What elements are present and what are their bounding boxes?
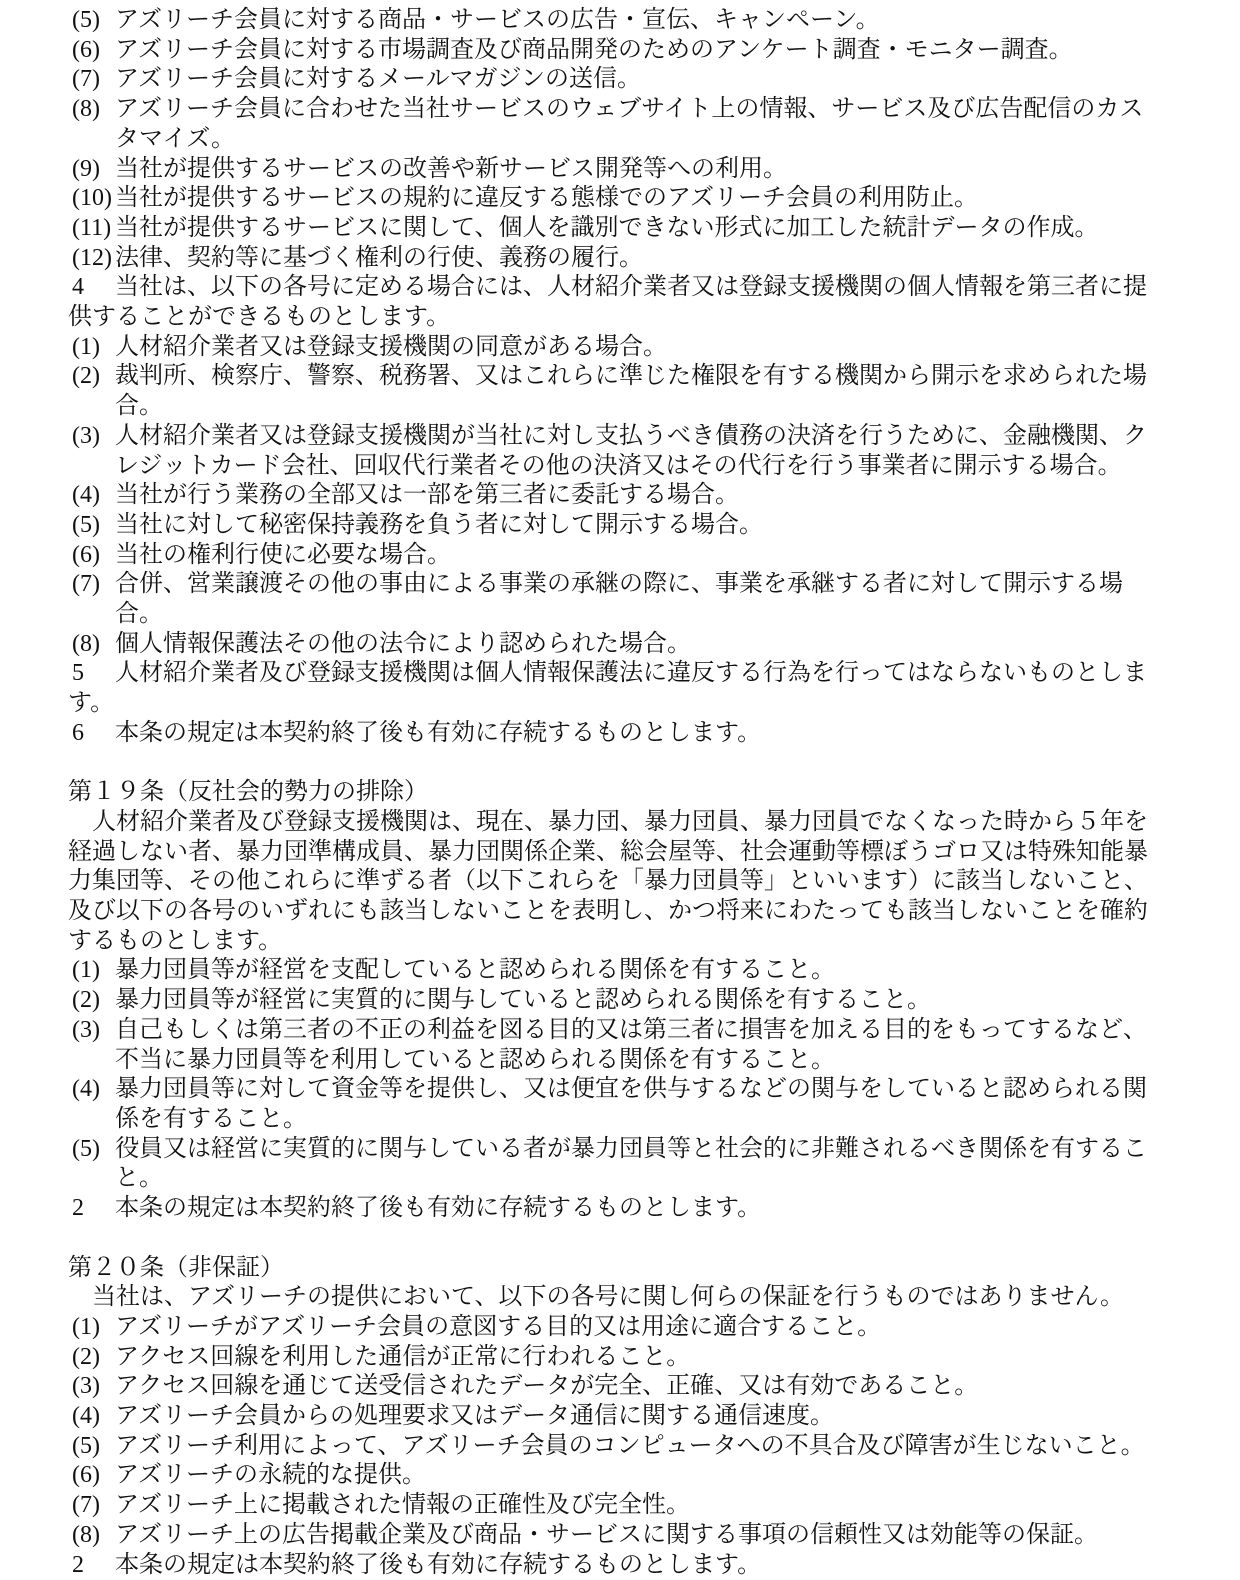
clause-text: 本条の規定は本契約終了後も有効に存続するものとします。	[115, 719, 762, 746]
clause-paragraph	[68, 659, 1165, 718]
item-marker: (9)	[72, 155, 100, 182]
list-item	[68, 1461, 1165, 1491]
blank-line	[68, 1224, 1165, 1254]
item-text: 暴力団員等が経営に実質的に関与していると認められる関係を有すること。	[115, 987, 931, 1014]
list-item	[68, 422, 1165, 481]
clause-paragraph	[68, 1194, 1165, 1224]
list-item	[68, 1372, 1165, 1402]
item-marker: (7)	[72, 66, 100, 93]
item-marker: (4)	[72, 1076, 100, 1103]
item-text: 当社が提供するサービスに関して、個人を識別できない形式に加工した統計データの作成。	[115, 214, 1099, 241]
list-item	[68, 1432, 1165, 1462]
item-marker: (5)	[72, 511, 100, 538]
clause-text: 本条の規定は本契約終了後も有効に存続するものとします。	[115, 1551, 762, 1578]
item-marker: (11)	[72, 214, 112, 241]
item-text: アズリーチ上の広告掲載企業及び商品・サービスに関する事項の信頼性又は効能等の保証。	[115, 1521, 1099, 1548]
item-marker: (2)	[72, 1343, 100, 1370]
item-marker: (5)	[72, 1135, 100, 1162]
item-marker: (3)	[72, 1373, 100, 1400]
item-text: アズリーチがアズリーチ会員の意図する目的又は用途に適合すること。	[115, 1313, 882, 1340]
item-text: アズリーチの永続的な提供。	[115, 1462, 427, 1489]
clause-paragraph	[68, 1551, 1165, 1580]
item-text: アズリーチ会員に対するメールマガジンの送信。	[115, 66, 641, 93]
item-text: 法律、契約等に基づく権利の行使、義務の履行。	[115, 244, 643, 271]
item-text: アクセス回線を通じて送受信されたデータが完全、正確、又は有効であること。	[115, 1373, 979, 1400]
item-marker: (7)	[72, 1492, 100, 1519]
item-marker: (12)	[72, 244, 112, 271]
clause-number: 2	[72, 1195, 84, 1222]
item-text: アクセス回線を利用した通信が正常に行われること。	[115, 1343, 691, 1370]
list-item	[68, 541, 1165, 571]
list-item	[68, 1075, 1165, 1134]
clause-number: 4	[72, 274, 84, 301]
section-heading: 第１９条（反社会的勢力の排除）	[68, 779, 428, 806]
item-marker: (6)	[72, 1462, 100, 1489]
item-marker: (6)	[72, 541, 100, 568]
list-item	[68, 214, 1165, 244]
list-item	[68, 95, 1165, 154]
list-item	[68, 630, 1165, 660]
item-text: アズリーチ上に掲載された情報の正確性及び完全性。	[115, 1492, 691, 1519]
list-item	[68, 333, 1165, 363]
item-marker: (8)	[72, 1521, 100, 1548]
list-item	[68, 36, 1165, 66]
clause-text: 本条の規定は本契約終了後も有効に存続するものとします。	[115, 1195, 762, 1222]
item-marker: (5)	[72, 7, 100, 33]
item-text: 暴力団員等が経営を支配していると認められる関係を有すること。	[115, 957, 835, 984]
item-text: 当社が行う業務の全部又は一部を第三者に委託する場合。	[115, 482, 739, 509]
list-item	[68, 184, 1165, 214]
item-text: 当社の権利行使に必要な場合。	[115, 541, 451, 568]
item-text: 当社に対して秘密保持義務を負う者に対して開示する場合。	[115, 511, 763, 538]
item-marker: (2)	[72, 987, 100, 1014]
item-marker: (1)	[72, 333, 100, 360]
item-marker: (8)	[72, 96, 100, 123]
list-item	[68, 155, 1165, 185]
item-text: 裁判所、検察庁、警察、税務署、又はこれらに準じた権限を有する機関から開示を求められた場合。	[115, 363, 1147, 420]
item-marker: (3)	[72, 422, 100, 449]
item-marker: (4)	[72, 1403, 100, 1430]
list-item	[68, 362, 1165, 421]
list-item	[68, 511, 1165, 541]
list-item	[68, 570, 1165, 629]
list-item	[68, 986, 1165, 1016]
item-marker: (1)	[72, 957, 100, 984]
item-marker: (2)	[72, 363, 100, 390]
clause-text: 当社は、以下の各号に定める場合には、人材紹介業者又は登録支援機関の個人情報を第三者に提供することができるものとします。	[68, 274, 1147, 331]
list-item	[68, 65, 1165, 95]
item-marker: (3)	[72, 1016, 100, 1043]
list-item	[68, 1135, 1165, 1194]
clause-paragraph	[68, 273, 1165, 332]
section-heading: 第２０条（非保証）	[68, 1254, 284, 1281]
list-item	[68, 1491, 1165, 1521]
clause-paragraph	[68, 719, 1165, 749]
item-marker: (8)	[72, 630, 100, 657]
clause-number: 6	[72, 719, 84, 746]
item-text: 当社が提供するサービスの規約に違反する態様でのアズリーチ会員の利用防止。	[115, 185, 979, 212]
clause-text: 人材紹介業者及び登録支援機関は個人情報保護法に違反する行為を行ってはならないものとします。	[68, 660, 1147, 717]
item-text: 人材紹介業者又は登録支援機関が当社に対し支払うべき債務の決済を行うために、金融機関、クレジットカード会社、回収代行業者その他の決済又はその代行を行う事業者に開示する場合。	[115, 422, 1147, 479]
item-marker: (5)	[72, 1432, 100, 1459]
list-item	[68, 481, 1165, 511]
list-item	[68, 956, 1165, 986]
item-marker: (1)	[72, 1313, 100, 1340]
list-item	[68, 1313, 1165, 1343]
blank-line	[68, 749, 1165, 779]
list-item	[68, 1402, 1165, 1432]
clause-number: 5	[72, 660, 84, 687]
item-text: アズリーチ会員からの処理要求又はデータ通信に関する通信速度。	[115, 1403, 835, 1430]
list-item	[68, 1521, 1165, 1551]
item-marker: (6)	[72, 36, 100, 63]
item-text: 合併、営業譲渡その他の事由による事業の承継の際に、事業を承継する者に対して開示する場合。	[115, 571, 1123, 628]
item-text: 自己もしくは第三者の不正の利益を図る目的又は第三者に損害を加える目的をもってするなど、不当に暴力団員等を利用していると認められる関係を有すること。	[115, 1016, 1147, 1073]
item-text: 個人情報保護法その他の法令により認められた場合。	[115, 630, 691, 657]
item-marker: (10)	[72, 185, 112, 212]
item-text: アズリーチ会員に対する商品・サービスの広告・宣伝、キャンペーン。	[115, 7, 880, 33]
item-text: アズリーチ会員に対する市場調査及び商品開発のためのアンケート調査・モニター調査。	[115, 36, 1073, 63]
item-text: 当社が提供するサービスの改善や新サービス開発等への利用。	[115, 155, 787, 182]
body-paragraph: 人材紹介業者及び登録支援機関は、現在、暴力団、暴力団員、暴力団員でなくなった時から５年を経過しない者、暴力団準構成員、暴力団関係企業、総会屋等、社会運動等標ぼうゴロ又は特殊知能暴力集団等、その他これらに準ずる者（以下これらを「暴力団員等」といいます）に該当しないこと、及び以下の各号のいずれにも該当しないことを表明し、かつ将来にわたっても該当しないことを確約するものとします。	[68, 808, 1148, 954]
list-item	[68, 1343, 1165, 1373]
list-item	[68, 6, 1165, 36]
item-text: アズリーチ利用によって、アズリーチ会員のコンピュータへの不具合及び障害が生じないこと。	[115, 1432, 1145, 1459]
item-text: アズリーチ会員に合わせた当社サービスのウェブサイト上の情報、サービス及び広告配信のカスタマイズ。	[115, 96, 1144, 152]
list-item	[68, 244, 1165, 274]
item-marker: (7)	[72, 571, 100, 598]
item-text: 暴力団員等に対して資金等を提供し、又は便宜を供与するなどの関与をしていると認められる関係を有すること。	[115, 1076, 1147, 1132]
list-item	[68, 1016, 1165, 1075]
item-marker: (4)	[72, 482, 100, 509]
body-paragraph: 当社は、アズリーチの提供において、以下の各号に関し何らの保証を行うものではありません。	[92, 1284, 1124, 1311]
clause-number: 2	[72, 1551, 84, 1578]
item-text: 人材紹介業者又は登録支援機関の同意がある場合。	[115, 333, 667, 360]
item-text: 役員又は経営に実質的に関与している者が暴力団員等と社会的に非難されるべき関係を有すること。	[115, 1135, 1147, 1192]
